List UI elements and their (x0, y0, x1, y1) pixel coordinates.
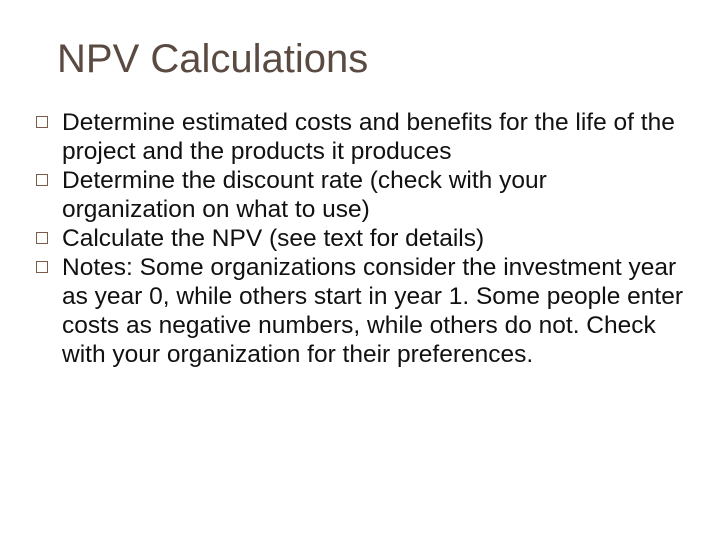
square-bullet-icon (36, 116, 48, 128)
bullet-list (36, 108, 686, 369)
square-bullet-icon (36, 232, 48, 244)
bullet-item (36, 224, 686, 253)
square-bullet-icon (36, 174, 48, 186)
bullet-text: Determine estimated costs and benefits for the life of the project and the products it produces (62, 109, 675, 165)
bullet-item (36, 108, 686, 166)
bullet-item (36, 166, 686, 224)
bullet-text: Determine the discount rate (check with your organization on what to use) (62, 167, 547, 223)
bullet-item (36, 253, 686, 369)
bullet-text: Calculate the NPV (see text for details) (62, 225, 485, 252)
square-bullet-icon (36, 261, 48, 273)
bullet-text: Notes: Some organizations consider the investment year as year 0, while others start in year 1. Some people enter costs as negative numbers, while others do not. Check with your organization for their preferences. (62, 254, 683, 368)
slide-title: NPV Calculations (57, 37, 369, 81)
